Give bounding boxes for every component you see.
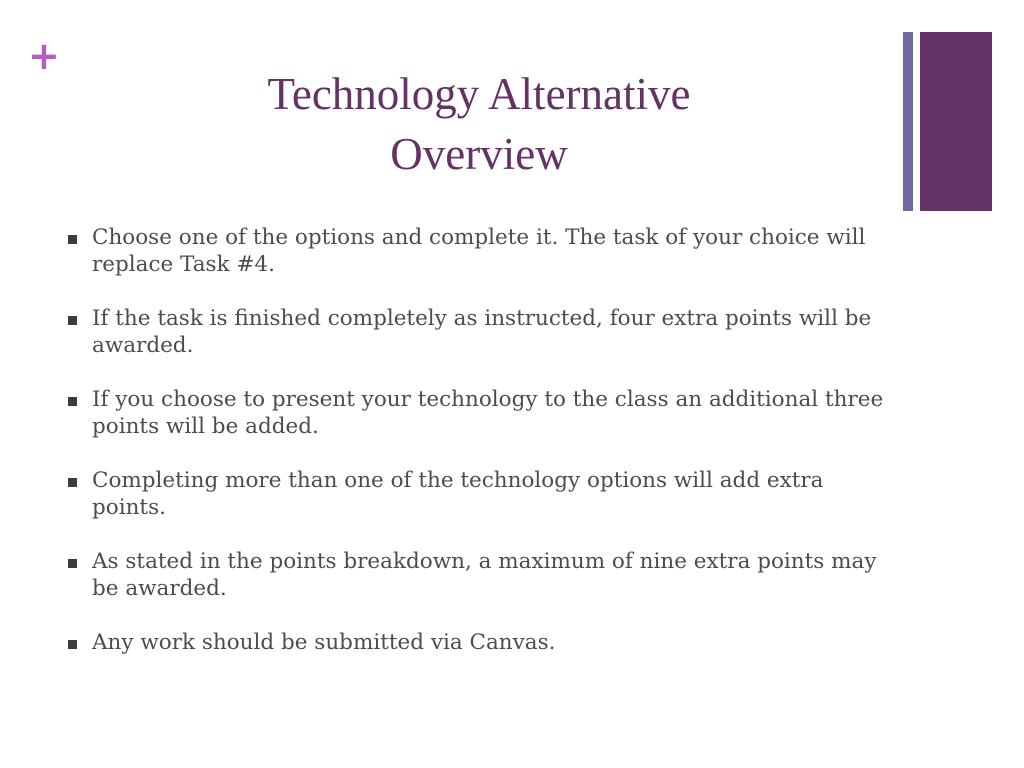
bullet-item — [68, 629, 888, 656]
bullet-text: Choose one of the options and complete it. The task of your choice will replace Task #4. — [92, 225, 866, 277]
bullet-item — [68, 467, 888, 521]
bullet-item — [68, 386, 888, 440]
slide-title-line-1: Technology Alternative — [267, 69, 691, 119]
square-bullet-icon — [68, 397, 77, 406]
bullet-text: Completing more than one of the technology options will add extra points. — [92, 468, 824, 520]
bullet-text: If you choose to present your technology to the class an additional three points will be added. — [92, 387, 884, 439]
accent-bar-thin — [903, 32, 913, 211]
bullet-text: If the task is finished completely as instructed, four extra points will be awarded. — [92, 306, 872, 358]
square-bullet-icon — [68, 640, 77, 649]
plus-logo-icon: + — [28, 34, 60, 78]
bullet-item — [68, 224, 888, 278]
square-bullet-icon — [68, 559, 77, 568]
slide-title — [150, 64, 808, 184]
square-bullet-icon — [68, 478, 77, 487]
square-bullet-icon — [68, 235, 77, 244]
bullet-item — [68, 548, 888, 602]
square-bullet-icon — [68, 316, 77, 325]
bullet-text: As stated in the points breakdown, a maximum of nine extra points may be awarded. — [92, 549, 877, 601]
bullet-list — [68, 224, 888, 683]
bullet-text: Any work should be submitted via Canvas. — [92, 630, 556, 655]
bullet-item — [68, 305, 888, 359]
accent-bar-thick — [920, 32, 992, 211]
slide-title-line-2: Overview — [390, 129, 568, 179]
